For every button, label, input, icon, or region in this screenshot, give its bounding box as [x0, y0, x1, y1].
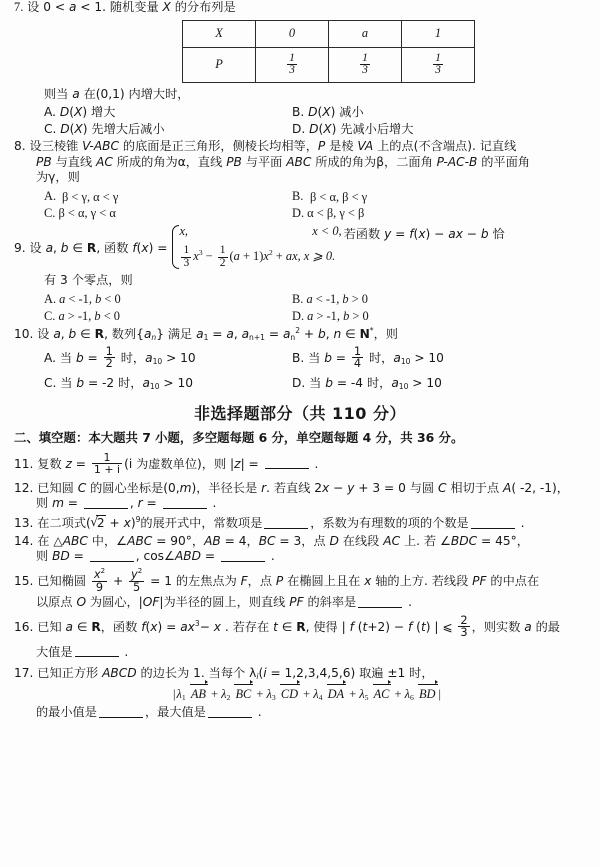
question-10-option-d: D. 当 b = -4 时，$a_{10} > 10$ [292, 375, 442, 391]
answer-blank-const[interactable] [264, 516, 308, 529]
answer-blank-max-a[interactable] [75, 644, 119, 657]
table-row-p [183, 47, 475, 82]
question-17-number: 17. [14, 665, 34, 680]
option-row-cd [14, 121, 600, 137]
question-12-line-1: 12. 已知圆 C 的圆心坐标是(0,m)，半径长是 r. 若直线 2x − y + 3 = 0 与圆 C 相切于点 A( -2, -1)， [14, 480, 569, 495]
question-17-expression: $|\lambda_1$ AB + $\lambda_2$ BC + $\lambda_3$ CD + $\lambda_4$ DA + $\lambda_5$ AC + $\lambda_6$ BD | [173, 687, 441, 703]
question-8-line-3: 为γ，则 [36, 170, 80, 185]
question-11-line: 11. 复数 z = $\frac{1}{1 + i}$ (i 为虚数单位)，则 |z| = . [14, 450, 319, 477]
question-11 [0, 450, 600, 478]
question-14-number: 14. [14, 533, 34, 548]
question-11-number: 11. [14, 456, 34, 471]
question-14-line-1: 14. 在 △ABC 中，∠ABC = 90°，AB = 4，BC = 3，点 D 在线段 AC 上. 若 ∠BDC = 45°， [14, 533, 529, 548]
vector-cd: CD [280, 687, 299, 702]
answer-blank-max[interactable] [208, 705, 252, 718]
question-10-stem: 10. 设 a, b ∈ R, 数列$\{a_n\}$ 满足 $a_1 = a$, $a_{n+1} = a_n^2 + b$, n ∈ N*，则 [14, 326, 398, 343]
question-10-option-b: B. 当 b = $\frac{1}{4}$ 时，$a_{10} > 10$ [292, 343, 444, 371]
question-8-option-b: B. [292, 189, 304, 203]
answer-blank[interactable] [265, 457, 309, 470]
question-17 [0, 666, 600, 721]
question-7-lead: 则当 a 在(0,1) 内增大时， [44, 86, 190, 101]
question-7-number: 7. [14, 0, 24, 14]
question-9-tail: 若函数 y = f(x) − ax − b 恰 [343, 226, 505, 241]
piecewise-rows [179, 225, 341, 270]
vector-ac: AC [373, 687, 390, 702]
piecewise-row-1: x, x < 0, [179, 223, 342, 238]
question-17-line-3: 的最小值是 ，最大值是 . [36, 705, 262, 720]
question-13-line: 13. 在二项式( √ 2 + x)$^9$的展开式中，常数项是 ，系数为有理数的项的个数是 . [14, 515, 600, 532]
question-8 [0, 139, 600, 222]
piecewise-row-2: $\frac{1}{3}$ $x^3$ − $\frac{1}{2}$ $(a + 1)x^2$ + ax, x ⩾ 0. [183, 243, 336, 269]
table-cell-p-1: $\frac{1}{3}$ [329, 47, 402, 82]
piecewise-brace [169, 225, 178, 269]
question-9 [0, 225, 600, 324]
question-7-option-b: B. D(X) 减小 [292, 105, 364, 120]
piecewise-block [167, 225, 341, 270]
question-8-number: 8. [14, 139, 26, 154]
question-8-option-b-text: β < α, β < γ [310, 189, 368, 204]
question-10 [0, 327, 600, 395]
question-8-options-text [14, 189, 600, 222]
question-15-line-2: 以原点 O 为圆心，|OF|为半径的圆上，则直线 PF 的斜率是 . [36, 595, 412, 610]
question-7-options [14, 104, 600, 137]
answer-blank-min[interactable] [99, 705, 143, 718]
question-9-zeros-line: 有 3 个零点，则 [44, 273, 133, 288]
question-9-number-stem: 9. 设 a, b ∈ R, 函数 f(x) = [14, 240, 168, 255]
distribution-table [182, 20, 475, 83]
question-8-option-a: A. [44, 189, 57, 203]
question-16-line-1: 16. 已知 a ∈ R，函数 $f(x) = ax^3- x$ . 若存在 t ∈ R, 使得 | f (t+2) − f (t) | ⩽ $\frac{2}{3}$ ，则实数 a 的最 [14, 612, 560, 640]
question-9-option-a: A. a < -1, b < 0 [44, 291, 121, 306]
table-cell-x-1: a [329, 20, 402, 47]
question-7-option-a: A. D(X) 增大 [44, 105, 116, 120]
question-7 [0, 0, 600, 137]
question-10-option-c: C. 当 b = -2 时，$a_{10} > 10$ [44, 375, 193, 391]
answer-blank-r[interactable] [163, 496, 207, 509]
question-10-options [14, 345, 600, 395]
answer-blank-cos[interactable] [221, 549, 265, 562]
sqrt-icon: √ 2 [91, 515, 106, 532]
answer-blank-slope[interactable] [358, 595, 402, 608]
question-16-line-2: 大值是 . [36, 644, 129, 659]
answer-blank-m[interactable] [84, 496, 128, 509]
question-10-option-a: A. 当 b = $\frac{1}{2}$ 时，$a_{10} > 10$ [44, 343, 196, 371]
question-8-option-a-text: β < γ, α < γ [62, 189, 119, 204]
question-14 [0, 534, 600, 565]
question-13 [0, 515, 600, 532]
vector-bc: BC [235, 687, 252, 702]
question-9-options [14, 291, 600, 324]
vector-ab: AB [190, 687, 206, 702]
question-9-option-c: C. a > -1, b < 0 [44, 308, 120, 323]
question-7-stem [14, 0, 600, 16]
question-8-line-1: 8. 设三棱锥 V-ABC 的底面是正三角形，侧棱长均相等，P 是棱 VA 上的点(不含端点). 记直线 [14, 139, 517, 154]
question-14-line-2: 则 BD = , cos∠ABD = . [36, 549, 275, 564]
question-12 [0, 481, 600, 512]
table-cell-p-2: $\frac{1}{3}$ [402, 47, 475, 82]
question-8-line-2: PB 与直线 AC 所成的角为α，直线 PB 与平面 ABC 所成的角为β，二面角 P-AC-B 的平面角 [36, 154, 530, 169]
question-8-option-d: D. α < β, γ < β [292, 206, 365, 221]
question-17-line-1: 17. 已知正方形 ABCD 的边长为 1. 当每个 $\lambda_i(i = 1,2,3,4,5,6)$ 取遍 ±1 时， [14, 665, 434, 681]
question-9-option-b: B. a < -1, b > 0 [292, 291, 368, 306]
table-cell-p-0: $\frac{1}{3}$ [256, 47, 329, 82]
section-subheading: 二、填空题：本大题共 7 小题，多空题每题 6 分，单空题每题 4 分，共 36 分。 [14, 429, 464, 445]
question-9-stem [14, 225, 600, 270]
vector-bd: BD [418, 687, 436, 702]
answer-blank-count[interactable] [471, 516, 515, 529]
question-15-number: 15. [14, 574, 34, 589]
question-10-number: 10. [14, 327, 34, 342]
question-16-number: 16. [14, 619, 34, 634]
table-row-x [183, 20, 475, 47]
question-7-option-d: D. D(X) 先减小后增大 [292, 121, 414, 136]
question-12-line-2: 则 m = , r = . [36, 496, 217, 511]
question-16 [0, 614, 600, 664]
option-row-ab [14, 104, 600, 120]
vector-da: DA [327, 687, 345, 702]
table-cell-label-x: X [183, 20, 256, 47]
question-7-option-c: C. D(X) 先增大后减小 [44, 121, 165, 136]
answer-blank-bd[interactable] [90, 549, 134, 562]
question-13-number: 13. [14, 516, 34, 531]
question-15 [0, 568, 600, 611]
table-cell-x-0: 0 [256, 20, 329, 47]
section-heading: 非选择题部分（共 110 分） [193, 403, 407, 423]
question-15-line-1: 15. 已知椭圆 $\frac{x^2}{9}$ + $\frac{y^2}{5}$ = 1 的左焦点为 F，点 P 在椭圆上且在 x 轴的上方. 若线段 PF 的中点在 [14, 566, 540, 594]
question-9-option-d: D. a > -1, b > 0 [292, 308, 369, 323]
question-12-number: 12. [14, 480, 34, 495]
table-cell-x-2: 1 [402, 20, 475, 47]
question-8-option-c: C. β < α, γ < α [44, 206, 116, 221]
question-7-stem-text: 设 0 < a < 1. 随机变量 X 的分布列是 [23, 0, 236, 14]
table-cell-label-p: P [183, 47, 256, 82]
